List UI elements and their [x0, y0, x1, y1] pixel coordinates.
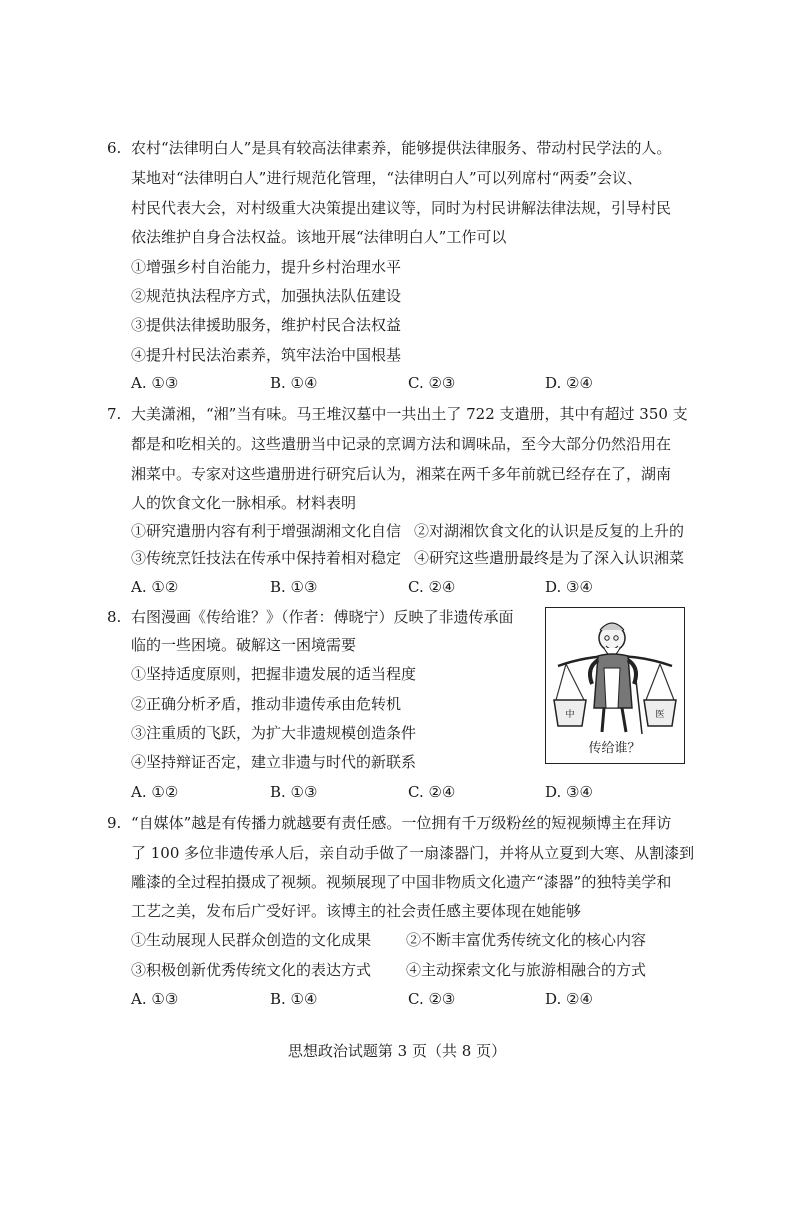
question-8-statement-2: ②正确分析矛盾，推动非遗传承由危转机 [131, 695, 402, 713]
cartoon-caption: 传给谁？ [588, 741, 641, 756]
question-9-text-line-3: 雕漆的全过程拍摄成了视频。视频展现了中国非物质文化遗产“漆器”的独特美学和 [131, 873, 672, 891]
question-8-option-d: D. ③④ [545, 783, 593, 801]
question-6-number: 6. [107, 139, 122, 157]
question-6-statement-3: ③提供法律援助服务，维护村民合法权益 [131, 316, 402, 334]
question-6-option-b: B. ①④ [270, 374, 318, 392]
svg-text:中: 中 [565, 710, 575, 720]
question-9-option-a: A. ①③ [131, 990, 179, 1008]
question-9-option-d: D. ②④ [545, 990, 593, 1008]
cartoon-image [545, 607, 685, 764]
question-8-statement-4: ④坚持辩证否定，建立非遗与时代的新联系 [131, 753, 417, 771]
question-6-text-line-1: 农村“法律明白人”是具有较高法律素养，能够提供法律服务、带动村民学法的人。 [131, 139, 672, 157]
question-6-statement-4: ④提升村民法治素养，筑牢法治中国根基 [131, 346, 402, 364]
question-7-text-line-2: 都是和吃相关的。这些遣册当中记录的烹调方法和调味品，至今大部分仍然沿用在 [131, 435, 672, 453]
question-7-option-b: B. ①③ [270, 578, 318, 596]
question-7-number: 7. [107, 405, 122, 423]
question-6-text-line-3: 村民代表大会，对村级重大决策提出建议等，同时为村民讲解法律法规，引导村民 [131, 199, 672, 217]
question-7-statement-3: ③传统烹饪技法在传承中保持着相对稳定 [131, 549, 402, 567]
question-7-option-a: A. ①② [131, 578, 179, 596]
question-9-option-c: C. ②③ [408, 990, 456, 1008]
question-6-option-d: D. ②④ [545, 374, 593, 392]
question-6-option-a: A. ①③ [131, 374, 179, 392]
question-7-option-d: D. ③④ [545, 578, 593, 596]
question-8-text-line-2: 临的一些困境。破解这一困境需要 [131, 636, 357, 654]
question-9-statement-1: ①生动展现人民群众创造的文化成果 [131, 931, 372, 949]
question-9-statement-4: ④主动探索文化与旅游相融合的方式 [406, 961, 647, 979]
question-7-statement-1: ①研究遣册内容有利于增强湖湘文化自信 [131, 522, 402, 540]
question-8-option-b: B. ①③ [270, 783, 318, 801]
question-9-text-line-4: 工艺之美，发布后广受好评。该博主的社会责任感主要体现在她能够 [131, 902, 582, 920]
question-6-text-line-2: 某地对“法律明白人”进行规范化管理，“法律明白人”可以列席村“两委”会议、 [131, 169, 643, 187]
question-9-statement-2: ②不断丰富优秀传统文化的核心内容 [406, 931, 647, 949]
question-7-statement-2: ②对湖湘饮食文化的认识是反复的上升的 [414, 522, 685, 540]
question-8-text-line-1: 右图漫画《传给谁？》（作者：傅晓宁）反映了非遗传承面 [131, 608, 514, 626]
question-8-statement-3: ③注重质的飞跃，为扩大非遗规模创造条件 [131, 724, 417, 742]
question-6-option-c: C. ②③ [408, 374, 456, 392]
question-8-statement-1: ①坚持适度原则，把握非遗发展的适当程度 [131, 665, 417, 683]
question-7-text-line-3: 湘菜中。专家对这些遣册进行研究后认为，湘菜在两千多年前就已经存在了，湖南 [131, 465, 672, 483]
question-8-option-c: C. ②④ [408, 783, 456, 801]
question-6-text-line-4: 依法维护自身合法权益。该地开展“法律明白人”工作可以 [131, 228, 507, 246]
question-9-text-line-2: 了 100 多位非遗传承人后，亲自动手做了一扇漆器门，并将从立夏到大寒、从割漆到 [131, 844, 695, 862]
question-9-text-line-1: “自媒体”越是有传播力就越要有责任感。一位拥有千万级粉丝的短视频博主在拜访 [131, 814, 672, 832]
question-9-statement-3: ③积极创新优秀传统文化的表达方式 [131, 961, 372, 979]
question-7-statement-4: ④研究这些遣册最终是为了深入认识湘菜 [414, 549, 685, 567]
svg-text:医: 医 [655, 710, 665, 720]
question-8-number: 8. [107, 608, 122, 626]
question-6-statement-2: ②规范执法程序方式，加强执法队伍建设 [131, 287, 402, 305]
question-9-number: 9. [107, 814, 122, 832]
page-footer: 思想政治试题第 3 页（共 8 页） [287, 1042, 507, 1060]
question-7-text-line-4: 人的饮食文化一脉相承。材料表明 [131, 494, 357, 512]
question-7-option-c: C. ②④ [408, 578, 456, 596]
question-8-option-a: A. ①② [131, 783, 179, 801]
question-9-option-b: B. ①④ [270, 990, 318, 1008]
cartoon-drawing [546, 608, 683, 738]
question-6-statement-1: ①增强乡村自治能力，提升乡村治理水平 [131, 258, 402, 276]
question-7-text-line-1: 大美潇湘，“湘”当有味。马王堆汉墓中一共出土了 722 支遣册，其中有超过 350 支 [131, 405, 688, 423]
